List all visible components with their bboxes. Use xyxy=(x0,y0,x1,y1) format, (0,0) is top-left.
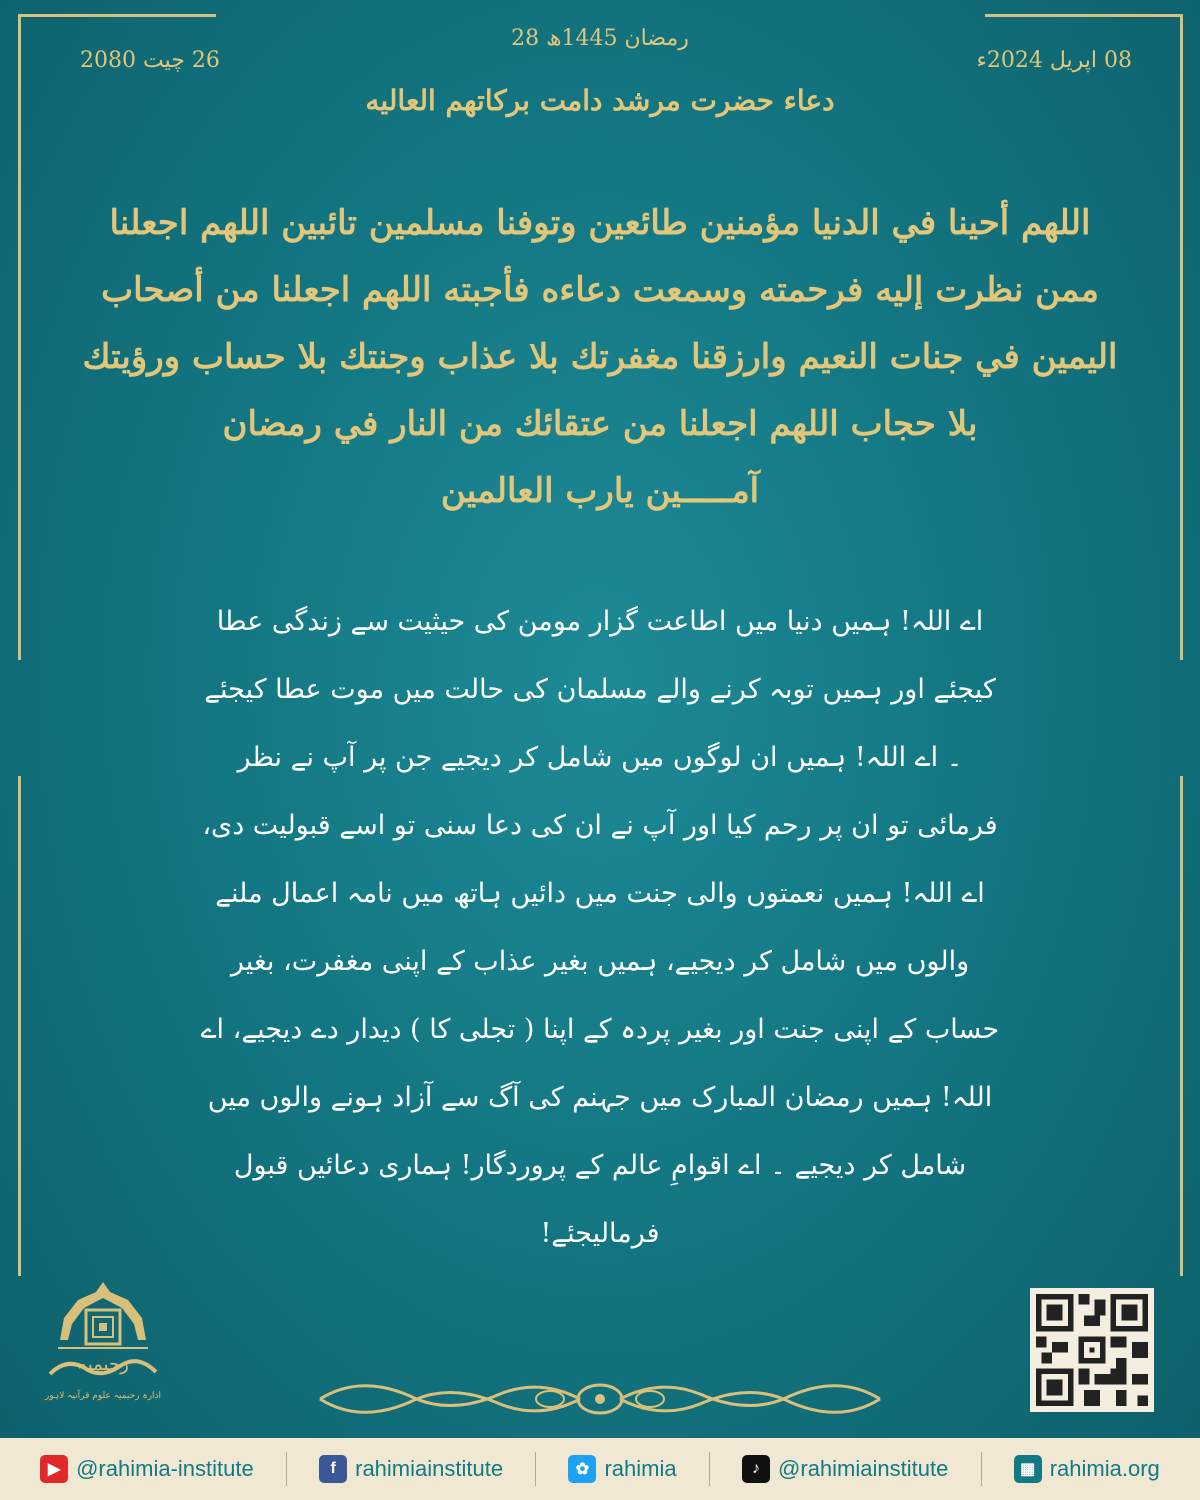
qr-code[interactable] xyxy=(1030,1288,1154,1412)
footer-divider xyxy=(981,1452,982,1486)
bikrami-date: 26 چیت 2080 xyxy=(80,48,220,73)
twitter-icon: ✿ xyxy=(568,1455,596,1483)
urdu-translation: اے اللہ! ہمیں دنیا میں اطاعت گزار مومن کی حیثیت سے زندگی عطا کیجئے اور ہمیں توبہ کرنے والے مسلمان کی حالت میں موت عطا کیجئے ۔ اے اللہ! ہمیں ان لوگوں میں شامل کر دیجیے جن پر آپ نے نظر فرمائی تو ان پر رحم کیا اور آپ نے ان کی دعا سنی تو اسے قبولیت دی، اے اللہ! ہمیں نعمتوں والی جنت میں دائیں ہاتھ میں نامہ اعمال ملنے والوں میں شامل کر دیجیے، ہمیں بغیر عذاب کے اپنی مغفرت، بغیر حساب کے اپنی جنت اور بغیر پردہ کے اپنا ( تجلی کا ) دیدار دے دیجیے، اے اللہ! ہمیں رمضان المبارک میں جہنم کی آگ سے آزاد ہونے والوں میں شامل کر دیجیے ۔ اے اقوامِ عالم کے پروردگار! ہماری دعائیں قبول فرمالیجئے! xyxy=(200,606,1000,1249)
twitter-label: rahimia xyxy=(604,1456,677,1481)
footer-divider xyxy=(535,1452,536,1486)
social-footer xyxy=(0,1438,1200,1500)
twitter-link[interactable] xyxy=(568,1455,676,1483)
arabic-dua xyxy=(80,190,1120,525)
facebook-label: rahimiainstitute xyxy=(355,1456,504,1481)
logo-name: رحیمیہ xyxy=(77,1354,129,1375)
frame-left-lower xyxy=(18,776,21,1276)
footer-divider xyxy=(709,1452,710,1486)
arabic-dua-text: اللهم أحينا في الدنيا مؤمنين طائعين وتوفنا مسلمين تائبين اللهم اجعلنا ممن نظرت إليه فرحمته وسمعت دعاءه فأجبته اللهم اجعلنا من أصحاب اليمين في جنات النعيم وارزقنا مغفرتك بلا عذاب وجنتك بلا حساب ورؤيتك بلا حجاب اللهم اجعلنا من عتقائك من النار في رمضان xyxy=(82,203,1118,444)
website-icon: ▦ xyxy=(1014,1455,1042,1483)
page-title: دعاء حضرت مرشد دامت برکاتھم العالیه xyxy=(365,84,835,117)
footer-divider xyxy=(286,1452,287,1486)
qr-code-icon xyxy=(1036,1294,1148,1406)
arabic-ameen: آمـــــين يارب العالمين xyxy=(440,471,760,511)
hijri-date: 28 رمضان 1445ھ xyxy=(511,26,689,51)
website-label: rahimia.org xyxy=(1049,1456,1160,1481)
logo-subtitle: ادارہ رحیمیہ علوم قرآنیہ لاہور xyxy=(44,1391,162,1401)
frame-top-right xyxy=(985,14,1183,17)
rahimia-logo xyxy=(38,1278,168,1418)
facebook-link[interactable] xyxy=(319,1455,503,1483)
ornament-divider xyxy=(300,1366,900,1432)
gregorian-date: 08 اپریل 2024ء xyxy=(976,48,1132,73)
facebook-icon: f xyxy=(319,1455,347,1483)
youtube-icon: ▶ xyxy=(40,1455,68,1483)
tiktok-icon: ♪ xyxy=(742,1455,770,1483)
tiktok-label: @rahimiainstitute xyxy=(778,1456,949,1481)
logo-emblem-icon xyxy=(38,1278,168,1418)
frame-top-left xyxy=(18,14,216,17)
youtube-link[interactable] xyxy=(40,1455,254,1483)
frame-right-lower xyxy=(1180,776,1183,1276)
tiktok-link[interactable] xyxy=(742,1455,948,1483)
youtube-label: @rahimia-institute xyxy=(76,1456,254,1481)
website-link[interactable] xyxy=(1014,1455,1160,1483)
